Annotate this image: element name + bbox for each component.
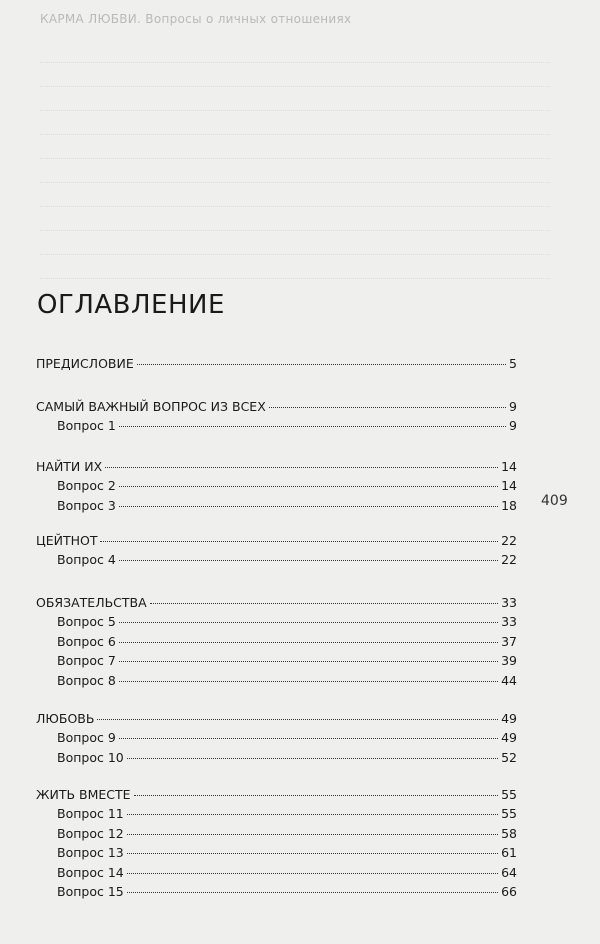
toc-page-number: 9 [509,418,517,434]
toc-page-number: 33 [501,614,517,630]
toc-page-number: 44 [501,672,517,688]
dot-leader [119,560,498,561]
toc-question-label: Вопрос 9 [57,730,116,746]
toc-page-number: 61 [501,845,517,861]
toc-question-entry [57,612,517,632]
toc-question-entry [57,476,517,496]
toc-question-entry [57,416,517,436]
toc-question-label: Вопрос 5 [57,614,116,630]
toc-page-number: 49 [501,711,517,726]
toc-question-label: Вопрос 6 [57,633,116,649]
dot-leader [119,486,498,487]
toc-question-entry [57,863,517,883]
dot-leader [269,407,506,408]
toc-section-title: ОБЯЗАТЕЛЬСТВА [36,595,147,610]
toc-section-entry [36,354,517,374]
toc-question-label: Вопрос 13 [57,845,124,861]
toc-question-entry [57,651,517,671]
dot-leader [150,603,498,604]
toc-question-entry [57,882,517,902]
dot-leader [137,364,506,365]
toc-question-label: Вопрос 8 [57,672,116,688]
toc-question-entry [57,632,517,652]
dot-leader [134,795,499,796]
running-header: КАРМА ЛЮБВИ. Вопросы о личных отношениях [40,12,352,26]
toc-section-entry [36,593,517,613]
toc-section-title: ПРЕДИСЛОВИЕ [36,356,134,371]
dot-leader [119,661,498,662]
toc-page-number: 14 [501,459,517,474]
toc-section-title: ЖИТЬ ВМЕСТЕ [36,787,131,802]
dot-leader [127,892,498,893]
toc-section-title: НАЙТИ ИХ [36,459,103,474]
dot-leader [119,738,498,739]
dot-leader [127,814,498,815]
toc-question-label: Вопрос 1 [57,418,116,434]
toc-section-entry [36,785,517,805]
dot-leader [119,642,498,643]
toc-question-entry [57,748,517,768]
toc-section-title: САМЫЙ ВАЖНЫЙ ВОПРОС ИЗ ВСЕХ [36,399,266,414]
toc-question-entry [57,804,517,824]
toc-page-number: 58 [501,825,517,841]
toc-page-number: 64 [501,864,517,880]
toc-section-title: ЛЮБОВЬ [36,711,95,726]
dot-leader [100,541,498,542]
page-title: ОГЛАВЛЕНИЕ [37,290,225,320]
toc-question-entry [57,496,517,516]
dot-leader [119,622,498,623]
toc-question-entry [57,671,517,691]
toc-page-number: 55 [501,806,517,822]
toc-question-label: Вопрос 11 [57,806,124,822]
dot-leader [127,873,498,874]
toc-question-label: Вопрос 7 [57,653,116,669]
dot-leader [119,681,498,682]
toc-question-label: Вопрос 14 [57,864,124,880]
dot-leader [105,467,498,468]
toc-question-entry [57,824,517,844]
dot-leader [97,719,498,720]
dot-leader [119,426,506,427]
dot-leader [127,853,498,854]
toc-page-number: 49 [501,730,517,746]
toc-page-number: 5 [509,356,517,371]
toc-page-number: 39 [501,653,517,669]
toc-page-number: 22 [501,552,517,568]
toc-question-label: Вопрос 4 [57,552,116,568]
toc-page-number: 9 [509,399,517,414]
page-number: 409 [541,493,568,509]
toc-question-entry [57,843,517,863]
toc-page-number: 22 [501,533,517,548]
toc-page-number: 18 [501,497,517,513]
dot-leader [127,834,498,835]
toc-question-entry [57,728,517,748]
toc-question-label: Вопрос 15 [57,884,124,899]
toc-question-label: Вопрос 2 [57,478,116,494]
toc-page-number: 14 [501,478,517,494]
toc-page-number: 37 [501,633,517,649]
toc-page-number: 33 [501,595,517,610]
toc-page-number: 55 [501,787,517,802]
toc-section-entry [36,531,517,551]
toc-question-label: Вопрос 3 [57,497,116,513]
toc-section-entry [36,457,517,477]
toc-section-entry [36,709,517,729]
toc-section-entry [36,397,517,417]
toc-question-label: Вопрос 10 [57,749,124,765]
toc-page-number: 52 [501,749,517,765]
toc-section-title: ЦЕЙТНОТ [36,533,98,548]
toc-page-number: 66 [501,884,517,899]
dot-leader [119,506,498,507]
dot-leader [127,758,498,759]
toc-question-label: Вопрос 12 [57,825,124,841]
toc-question-entry [57,550,517,570]
